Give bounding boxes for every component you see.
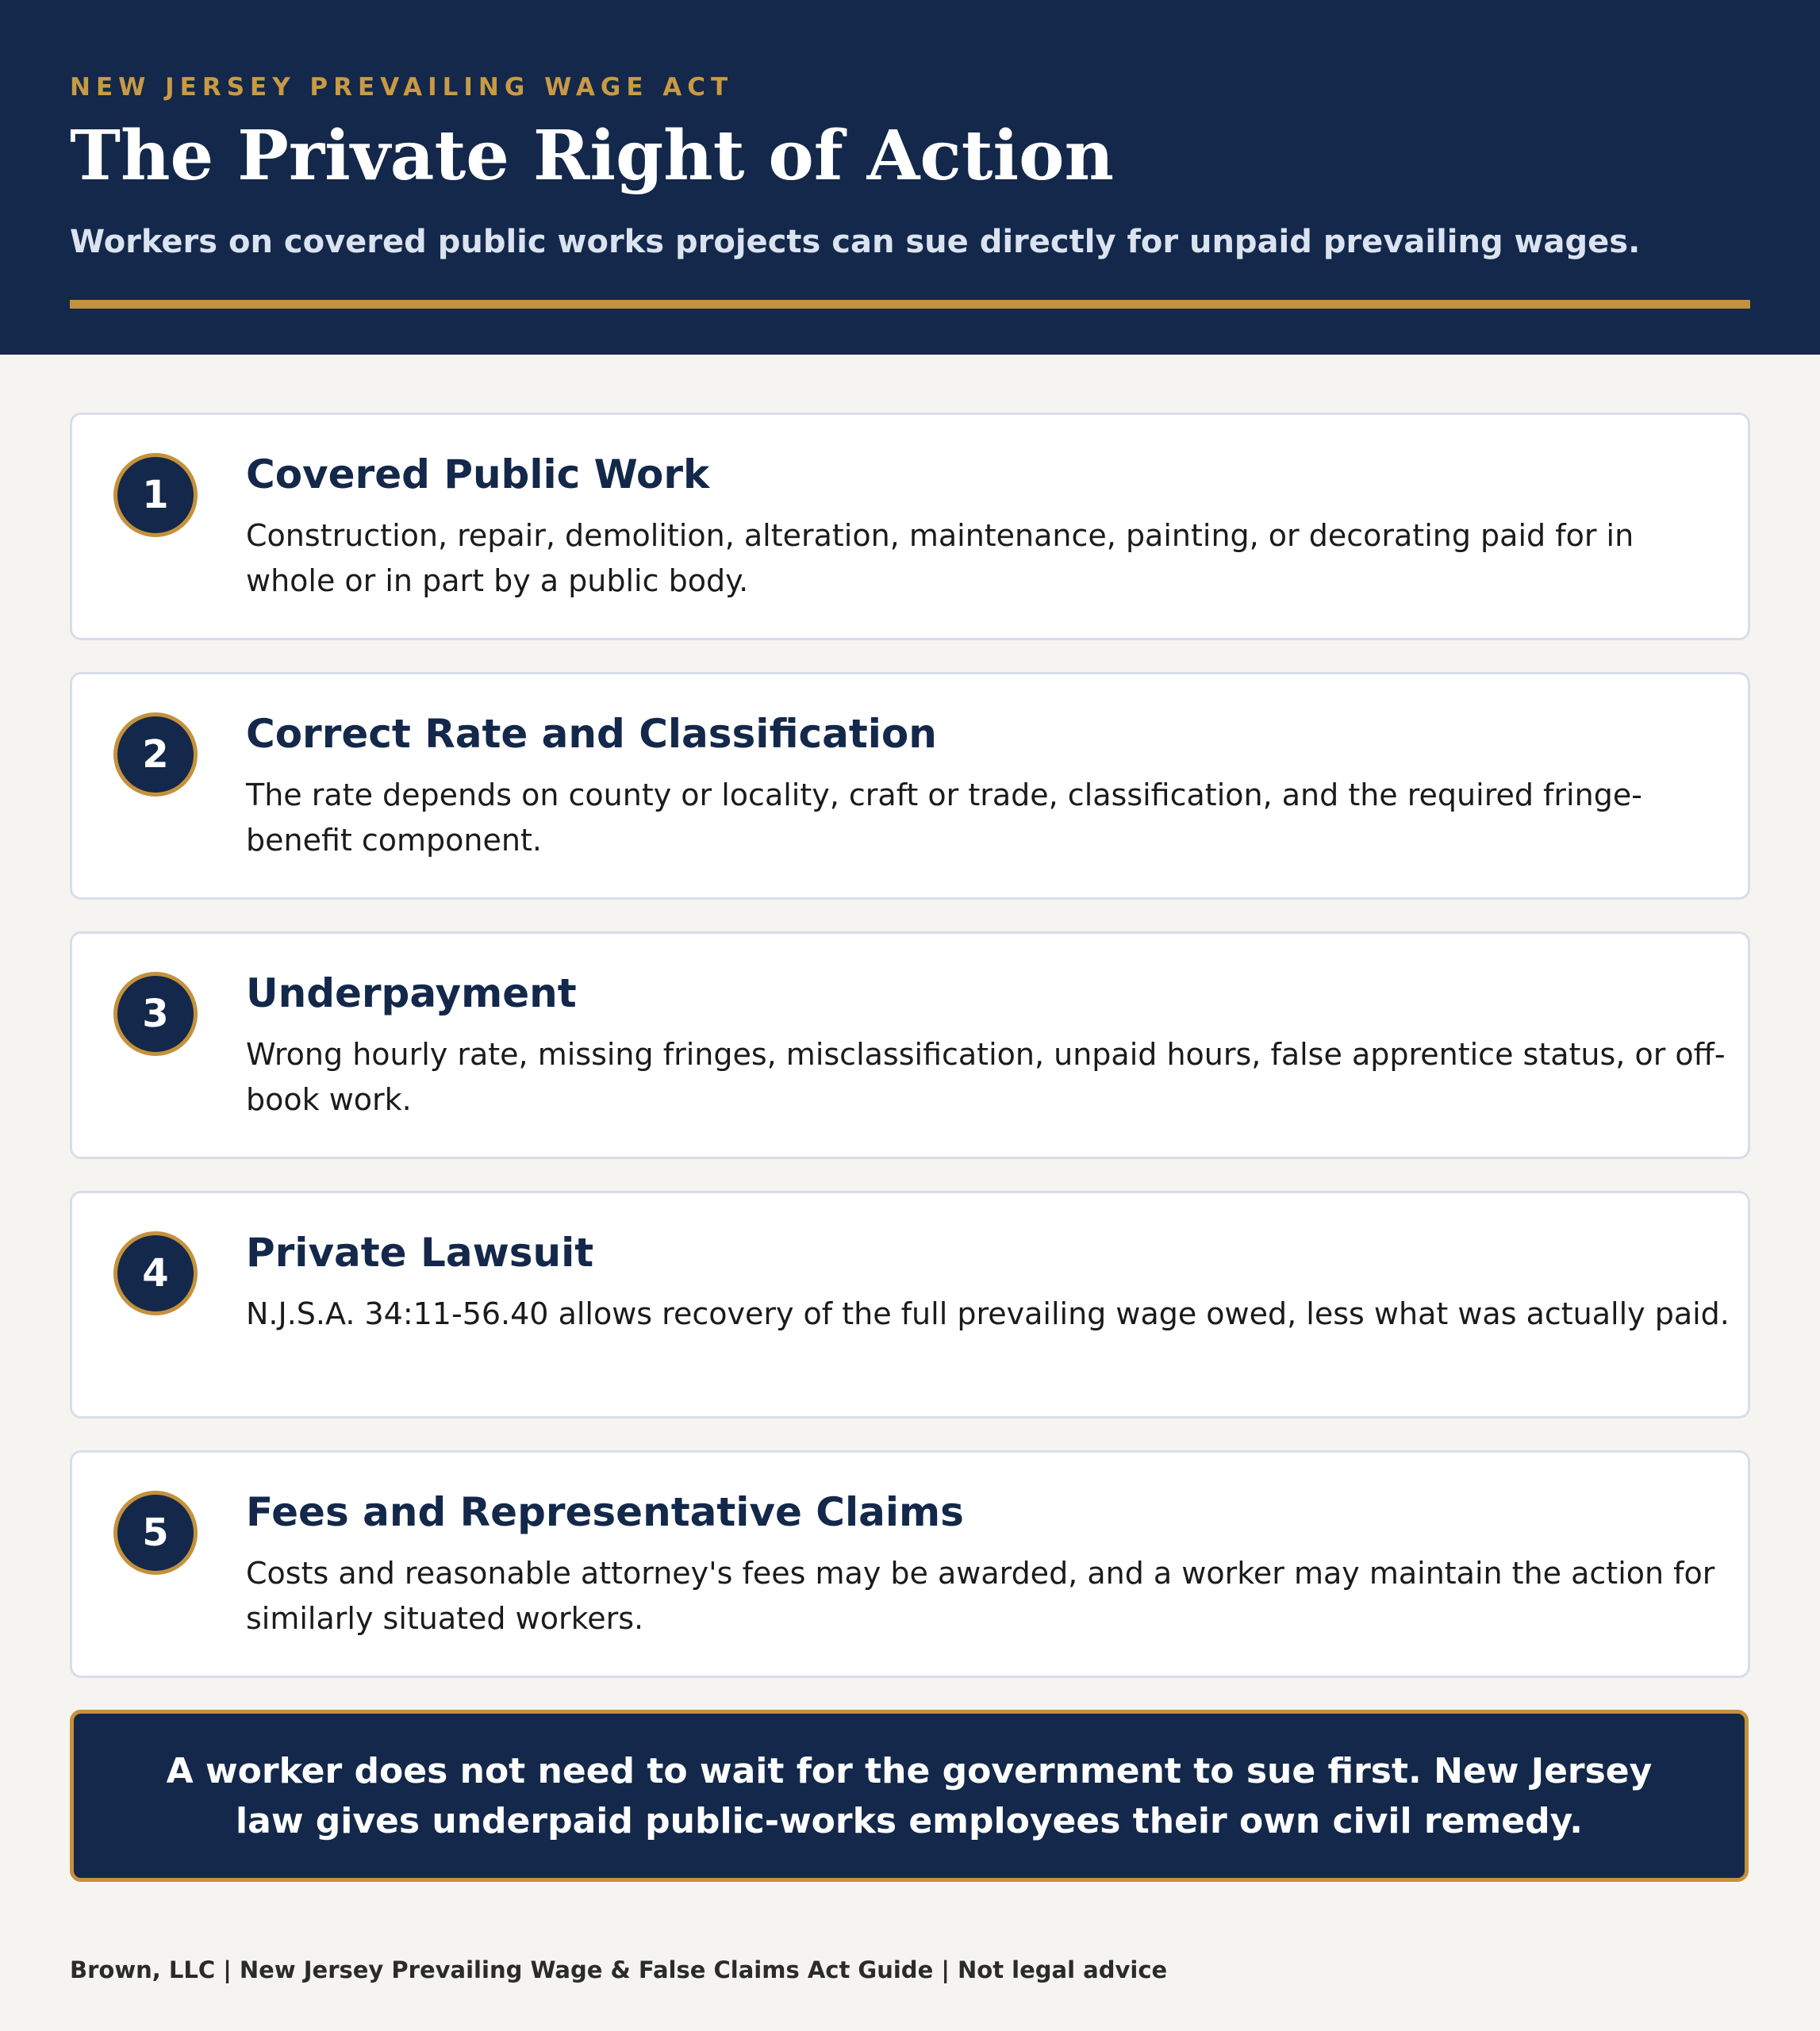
page-subtitle: Workers on covered public works projects can sue directly for unpaid prevailing wages. (70, 224, 1641, 260)
step-title: Private Lawsuit (246, 1230, 594, 1276)
callout-text: A worker does not need to wait for the government to sue first. New Jersey law gives underpaid public-works employees their own civil remedy. (166, 1750, 1653, 1841)
step-number-badge: 4 (113, 1231, 198, 1315)
header-divider (70, 300, 1750, 309)
step-number-badge: 2 (113, 712, 198, 797)
step-title: Covered Public Work (246, 451, 710, 497)
page-footer: Brown, LLC | New Jersey Prevailing Wage & False Claims Act Guide | Not legal advice (70, 1956, 1168, 1983)
step-title: Fees and Representative Claims (246, 1489, 964, 1535)
step-title: Correct Rate and Classification (246, 711, 937, 757)
step-description: Construction, repair, demolition, alteration, maintenance, painting, or decorating paid for in whole or in part by a public body. (246, 518, 1634, 598)
step-description: The rate depends on county or locality, craft or trade, classification, and the required fringe-benefit component. (246, 777, 1642, 858)
step-title: Underpayment (246, 970, 577, 1016)
step-card-5 (70, 1450, 1750, 1678)
step-number-badge: 1 (113, 453, 198, 537)
step-description: Costs and reasonable attorney's fees may be awarded, and a worker may maintain the action for similarly situated workers. (246, 1556, 1715, 1636)
step-number-badge: 3 (113, 972, 198, 1056)
step-card-2 (70, 672, 1750, 900)
step-number-badge: 5 (113, 1491, 198, 1575)
summary-callout (70, 1710, 1749, 1882)
header-eyebrow: NEW JERSEY PREVAILING WAGE ACT (70, 73, 734, 102)
step-description: N.J.S.A. 34:11-56.40 allows recovery of the full prevailing wage owed, less what was actually paid. (246, 1296, 1730, 1331)
page-title: The Private Right of Action (70, 116, 1115, 196)
step-card-4 (70, 1191, 1750, 1419)
step-card-1 (70, 413, 1750, 640)
step-description: Wrong hourly rate, missing fringes, misclassification, unpaid hours, false apprentice status, or off-book work. (246, 1037, 1726, 1117)
page-header (0, 0, 1820, 355)
step-card-3 (70, 931, 1750, 1159)
